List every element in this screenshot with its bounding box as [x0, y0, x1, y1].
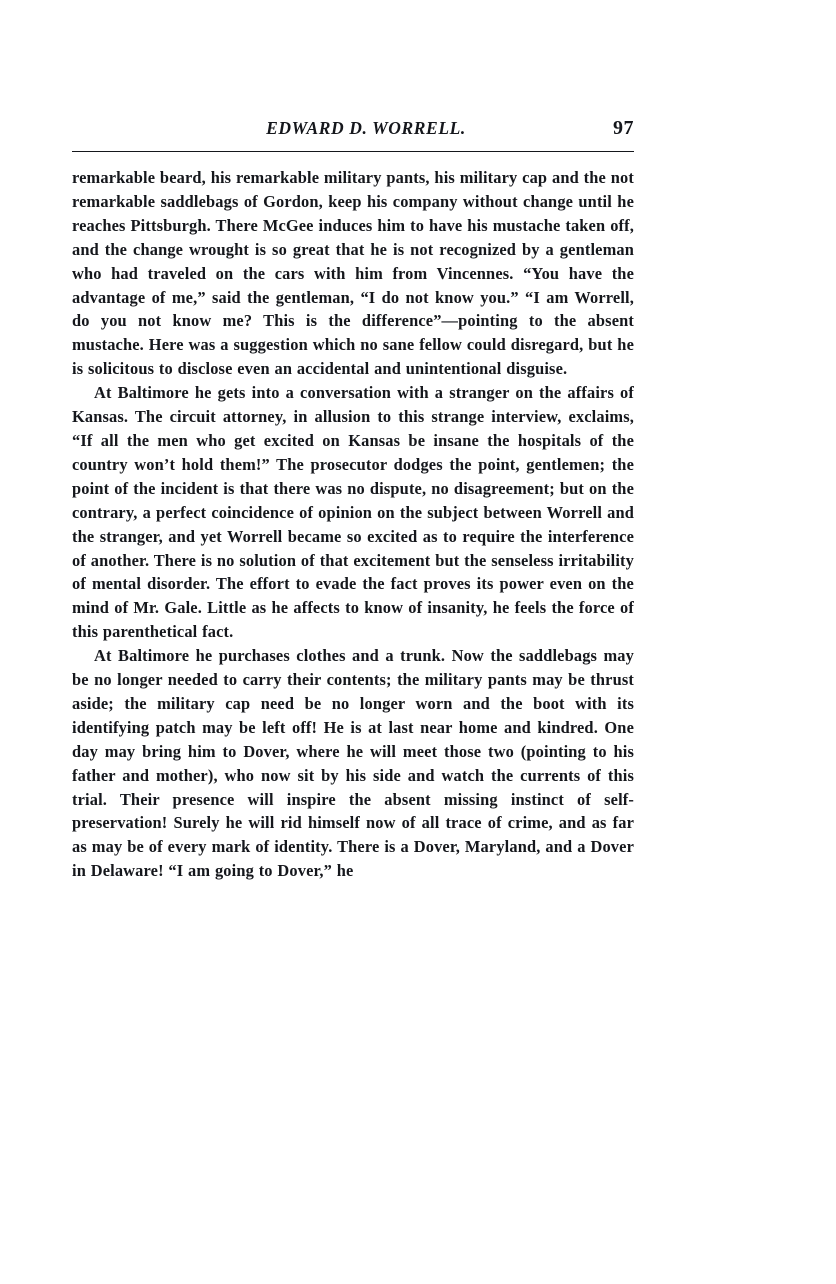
header-rule — [72, 151, 634, 152]
page-number: 97 — [613, 117, 634, 139]
paragraph: At Baltimore he gets into a conversation with a stranger on the affairs of Kansas. The circuit attorney, in allusion to this strange interview, exclaims, “If all the men who get excited on Kansas be insane the hospitals of the country won’t hold them!” The prosecutor dodges the point, gentlemen; the point of the incident is that there was no dispute, no disagreement; but on the contrary, a perfect coincidence of opinion on the subject between Worrell and the stranger, and yet Worrell became so excited as to require the interference of another. There is no solution of that excitement but the senseless irritability of mental disorder. The effort to evade the fact proves its power even on the mind of Mr. Gale. Little as he affects to know of insanity, he feels the force of this parenthetical fact. — [72, 383, 634, 642]
running-title: EDWARD D. WORRELL. — [266, 118, 466, 138]
paragraph: At Baltimore he purchases clothes and a trunk. Now the saddlebags may be no longer needed to carry their contents; the military pants may be thrust aside; the military cap need be no longer worn and the boot with its identifying patch may be left off! He is at last near home and kindred. One day may bring him to Dover, where he will meet those two (pointing to his father and mother), who now sit by his side and watch the currents of this trial. Their presence will inspire the absent missing instinct of self-preservation! Surely he will rid himself now of all trace of crime, and as far as may be of every mark of identity. There is a Dover, Maryland, and a Dover in Delaware! “I am going to Dover,” he — [72, 646, 634, 881]
running-head — [72, 118, 634, 144]
body-text — [72, 166, 634, 883]
paragraph: remarkable beard, his remarkable military pants, his military cap and the not remarkable saddlebags of Gordon, keep his company without change until he reaches Pittsburgh. There McGee induces him to have his mustache taken off, and the change wrought is so great that he is not recognized by a gentleman who had traveled on the cars with him from Vincennes. “You have the advantage of me,” said the gentleman, “I do not know you.” “I am Worrell, do you not know me? This is the difference”—pointing to the absent mustache. Here was a suggestion which no sane fellow could disregard, but he is solicitous to disclose even an accidental and unintentional disguise. — [72, 168, 634, 379]
page-content — [72, 118, 634, 883]
